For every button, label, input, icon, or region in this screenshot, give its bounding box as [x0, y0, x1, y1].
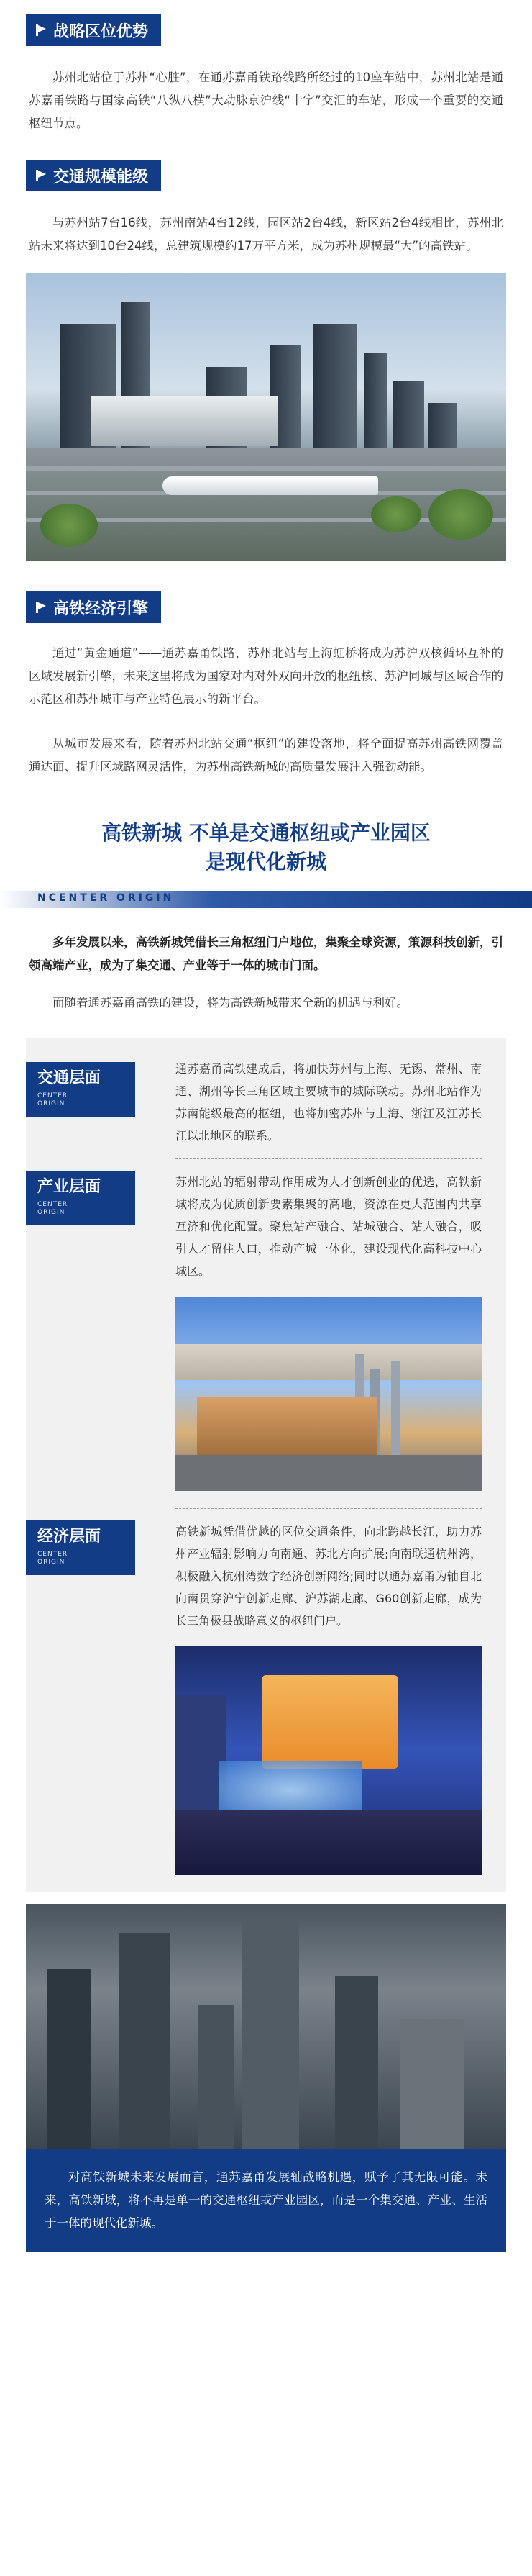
section-header-strategic-location: [26, 14, 161, 46]
hero-title-line2: 是现代化新城: [205, 850, 326, 874]
ribbon-banner: [0, 884, 532, 910]
section-title: 交通规模能级: [53, 168, 149, 186]
flag-icon: [36, 170, 46, 181]
tag-industry: 产业层面 CENTER ORIGIN: [26, 1171, 135, 1225]
panel-text-traffic: 通苏嘉甬高铁建成后，将加快苏州与上海、无锡、常州、南通、湖州等长三角区域主要城市的城际联动。苏州北站作为苏南能级最高的枢纽，也将加密苏州与上海、浙江及江苏长江以北地区的联系。: [175, 1062, 482, 1143]
tag-traffic: 交通层面 CENTER ORIGIN: [26, 1062, 135, 1117]
paragraph: 与苏州站7台16线，苏州南站4台12线，园区站2台4线，新区站2台4线相比，苏州北站未来将达到10台24线，总建筑规模约17万平方米，成为苏州规模最“大”的高铁站。: [29, 216, 503, 253]
intro-bold-paragraph: 多年发展以来，高铁新城凭借长三角枢纽门户地位，集聚全球资源，策源科技创新，引领高端产业，成为了集交通、产业等于一体的城市门面。: [29, 935, 503, 972]
section-header-hsr-economy: [26, 591, 161, 623]
flag-icon: [36, 24, 46, 36]
closing-statement: 对高铁新城未来发展而言，通苏嘉甬发展轴战略机遇，赋予了其无限可能。未来，高铁新城，将不再是单一的交通枢纽或产业园区，而是一个集交通、产业、生活于一体的现代化新城。: [26, 2149, 506, 2252]
railway-station-photo: [26, 273, 506, 561]
aerial-city-photo: [26, 1904, 506, 2149]
hero-title-line1: 高铁新城 不单是交通枢纽或产业园区: [101, 821, 431, 845]
intro-paragraph: 而随着通苏嘉甬高铁的建设，将为高铁新城带来全新的机遇与利好。: [52, 996, 408, 1010]
city-skyline-photo: [175, 1297, 482, 1491]
section-title: 战略区位优势: [53, 22, 149, 41]
paragraph: 苏州北站位于苏州“心脏”，在通苏嘉甬铁路线路所经过的10座车站中，苏州北站是通苏嘉甬铁路与国家高铁“八纵八横”大动脉京沪线“十字”交汇的车站，形成一个重要的交通枢纽节点。: [29, 71, 503, 130]
flag-icon: [36, 602, 46, 613]
ribbon-text: NCENTER ORIGIN: [37, 892, 175, 904]
paragraph: 通过“黄金通道”——通苏嘉甬铁路，苏州北站与上海虹桥将成为苏沪双核循环互补的区域发展新引擎，未来这里将成为国家对内对外双向开放的枢纽核、苏沪同城与区域合作的示范区和苏州城市与产业特色展示的新平台。: [29, 646, 503, 706]
night-event-photo: [175, 1646, 482, 1875]
panel-text-industry: 苏州北站的辐射带动作用成为人才创新创业的优选，高铁新城将成为优质创新要素集聚的高地，资源在更大范围内共享互济和优化配置。聚焦站产融合、站城融合、站人融合，吸引人才留住人口，推动产城一体化，建设现代化高科技中心城区。: [175, 1175, 482, 1278]
aspects-panel: [26, 1038, 506, 1892]
section-header-traffic-scale: [26, 160, 161, 191]
paragraph: 从城市发展来看，随着苏州北站交通“枢纽”的建设落地，将全面提高苏州高铁网覆盖通达面、提升区域路网灵活性，为苏州高铁新城的高质量发展注入强劲动能。: [29, 737, 503, 774]
tag-economy: 经济层面 CENTER ORIGIN: [26, 1520, 135, 1575]
section-title: 高铁经济引擎: [53, 599, 149, 618]
panel-text-economy: 高铁新城凭借优越的区位交通条件，向北跨越长江，助力苏州产业辐射影响力向南通、苏北方向扩展;向南联通杭州湾，积极融入杭州湾数字经济创新网络;同时以通苏嘉甬为轴自北向南贯穿沪宁创新走廊、沪苏湖走廊、G60创新走廊，成为长三角极县战略意义的枢纽门户。: [175, 1525, 482, 1628]
